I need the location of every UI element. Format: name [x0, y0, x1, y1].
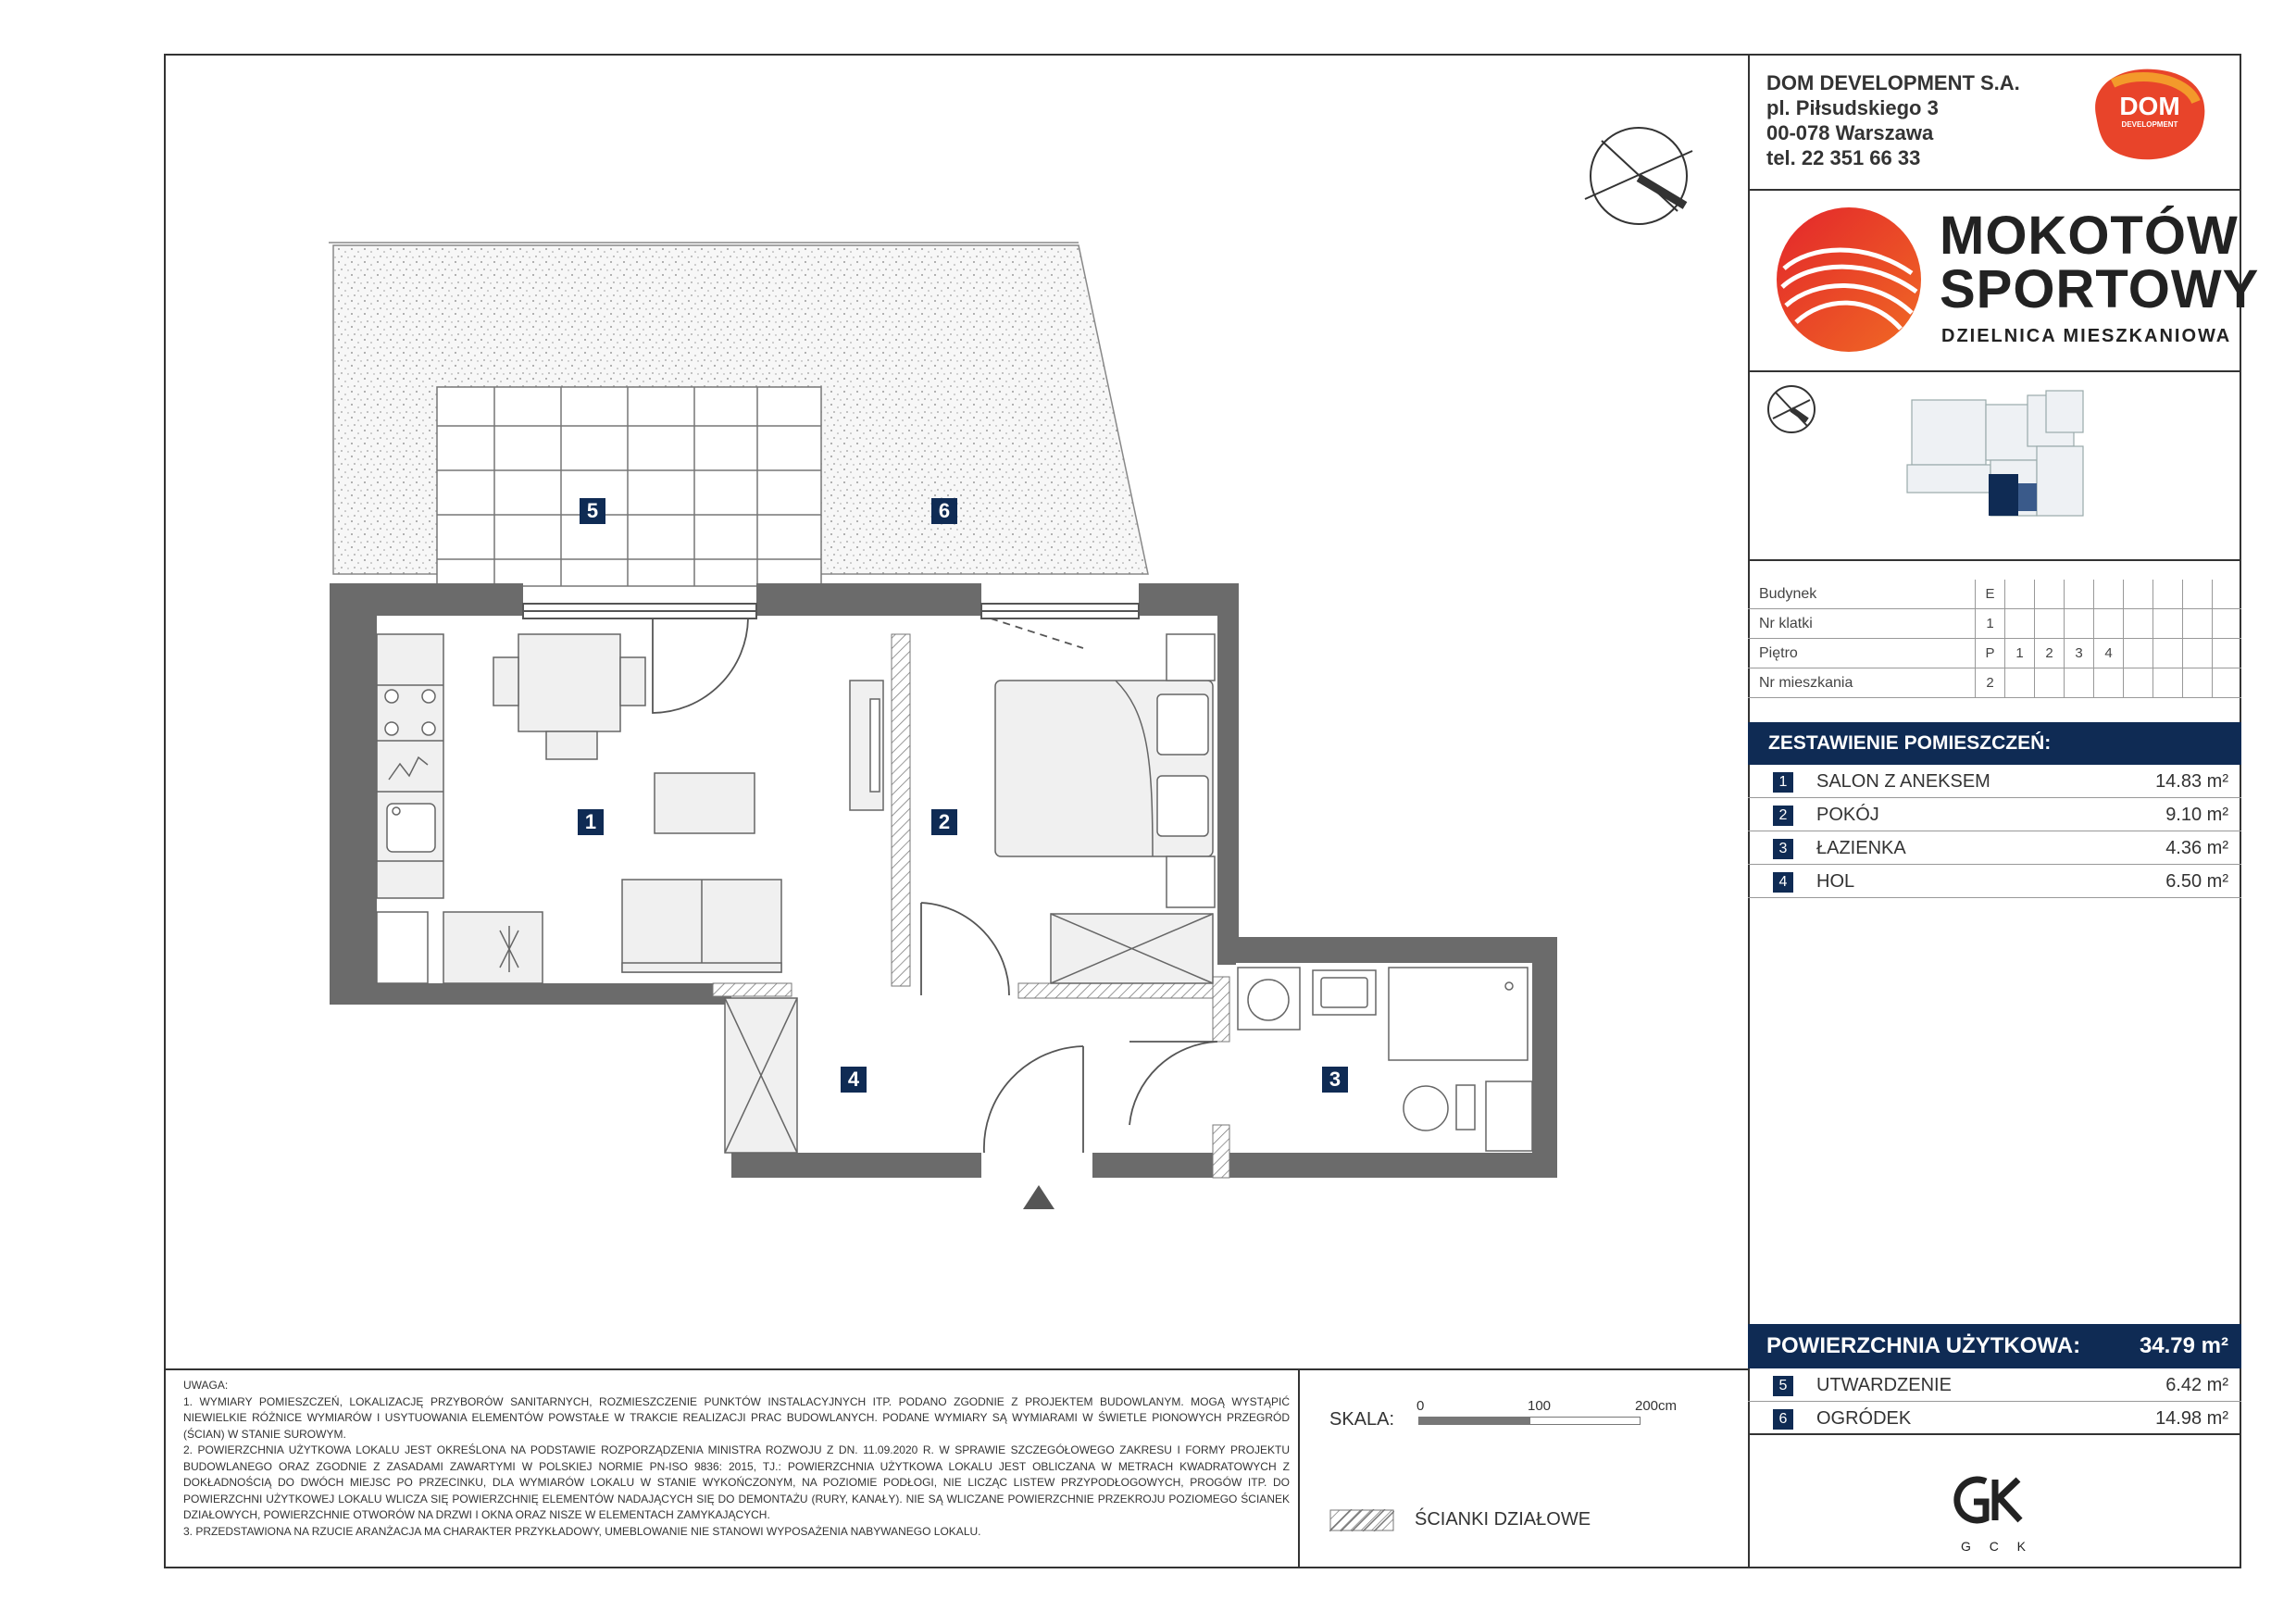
scale-bar [1418, 1417, 1529, 1425]
info-row-cell [2182, 580, 2212, 608]
divider [1748, 1433, 2241, 1435]
terrace-tiles [437, 387, 821, 586]
info-row-cell [2152, 668, 2182, 697]
notes-top-border [164, 1368, 1748, 1370]
scale-tick-200: 200cm [1635, 1398, 1678, 1414]
info-row-cell [2093, 580, 2123, 608]
room-row [1748, 831, 2241, 865]
compass-icon [1585, 128, 1692, 224]
info-row-cell [2212, 639, 2241, 668]
company-name: DOM DEVELOPMENT S.A. [1766, 71, 2020, 94]
note-2: 2. POWIERZCHNIA UŻYTKOWA LOKALU JEST OKREŚLONA NA PODSTAWIE ROZPORZĄDZENIA MINISTRA ROZWOJU Z DN. 11.09.2020 R. W SPRAWIE SZCZEGÓŁOWEGO ZAKRESU I FORMY PROJEKTU BUDOWLANEGO ORAZ ZGODNIE Z ZASADAMI ZAWARTYMI W POLSKIEJ NORMIE PN-ISO 9836: 2015, TJ.: POWIERZCHNIA UŻYTKOWA LOKALU JEST OBLICZANA W METRACH KWADRATOWYCH Z DOKŁADNOŚCIĄ DO DWÓCH MIEJSC PO PRZECINKU, DLA WYMIARÓW LOKALU W STANIE WYKOŃCZONYM, NA POZIOMIE PODŁOGI, NIE LICZĄC LISTEW PRZYPODŁOGOWYCH, PROGÓW ITP. DO POWIERZCHNI UŻYTKOWEJ LOKALU WLICZA SIĘ POWIERZCHNIĘ ELEMENTÓW NADAJĄCYCH SIĘ DO DEMONTAŻU (RURY, KANAŁY). NIE SĄ WLICZANE POWIERZCHNIE PRZEKROJU POZIOMEGO ŚCIANEK DZIAŁOWYCH, POWIERZCHNIE OTWORÓW NA DRZWI I OKNA ORAZ NISZE W ELEMENTACH ZAMYKAJĄCYCH. [183, 1443, 1290, 1521]
info-row-cell [2123, 580, 2152, 608]
compass-small-icon [1768, 386, 1815, 432]
hall-wardrobe [725, 998, 797, 1153]
info-row [1748, 639, 2241, 668]
total-area-label: POWIERZCHNIA UŻYTKOWA: [1766, 1333, 2081, 1358]
info-row-cell [2064, 609, 2093, 638]
gck-logo [1944, 1472, 2046, 1537]
room-row-area: 6.50 m² [2165, 871, 2228, 892]
info-row-cell [2123, 668, 2152, 697]
project-subtitle: DZIELNICA MIESZKANIOWA [1941, 326, 2232, 346]
extra-row-name: OGRÓDEK [1816, 1408, 1912, 1429]
info-row-cell: 3 [2064, 639, 2093, 668]
rooms-list [1748, 765, 2241, 898]
total-area-value: 34.79 m² [2139, 1333, 2228, 1358]
room-row-area: 4.36 m² [2165, 838, 2228, 858]
divider [1748, 189, 2241, 191]
room-badge-1: 1 [578, 809, 604, 835]
notes-title: UWAGA: [183, 1379, 229, 1392]
room-row [1748, 865, 2241, 898]
info-row-cell [2034, 609, 2064, 638]
partition-legend-label: ŚCIANKI DZIAŁOWE [1415, 1509, 1591, 1530]
project-title-1: MOKOTÓW [1940, 206, 2239, 266]
note-1: 1. WYMIARY POMIESZCZEŃ, LOKALIZACJĘ PRZYBORÓW SANITARNYCH, ROZMIESZCZENIE PUNKTÓW INSTALACYJNYCH ITP. PODANO ZGODNIE Z PROJEKTEM BUDOWLANYM. MOGĄ WYSTĄPIĆ NIEWIELKIE RÓŻNICE WYMIARÓW I USYTUOWANIA ELEMENTÓW POWSTAŁE W TRAKCIE REALIZACJI PRAC BUDOWLANYCH. PODANE WYMIARY SĄ WYMIARAMI W ŚWIETLE PIONOWYCH PRZEGRÓD (ŚCIAN) W STANIE SUROWYM. [183, 1394, 1290, 1441]
info-row-cell [2182, 668, 2212, 697]
room-badge-3: 3 [1322, 1067, 1348, 1093]
extra-row-number: 6 [1773, 1409, 1793, 1430]
info-row-cell [2064, 668, 2093, 697]
info-row-cell: E [1975, 580, 2004, 608]
info-row-cell [2093, 668, 2123, 697]
room-row-name: SALON Z ANEKSEM [1816, 771, 1990, 792]
company-address1: pl. Piłsudskiego 3 [1766, 96, 1939, 119]
info-row-label: Nr klatki [1759, 616, 1813, 631]
info-row-label: Piętro [1759, 645, 1798, 661]
scale-bar [1529, 1417, 1641, 1425]
info-rows [1748, 580, 2241, 698]
info-row [1748, 580, 2241, 609]
room-badge-5: 5 [580, 498, 605, 524]
info-row [1748, 609, 2241, 639]
info-row-label: Budynek [1759, 586, 1817, 602]
info-row-cell [2004, 668, 2034, 697]
room-row-number: 1 [1773, 772, 1793, 793]
extras-list [1748, 1368, 2241, 1435]
info-row-cell: 4 [2093, 639, 2123, 668]
project-title [1940, 206, 2260, 319]
room-row [1748, 765, 2241, 798]
mokotow-sportowy-logo [1773, 204, 1926, 356]
info-row [1748, 668, 2241, 698]
scale-tick-0: 0 [1416, 1398, 1425, 1414]
info-row-cell: 2 [2034, 639, 2064, 668]
entrance-marker [1023, 1185, 1054, 1209]
info-grid [1748, 559, 2241, 561]
extra-row-number: 5 [1773, 1376, 1793, 1396]
info-row-cell [2152, 639, 2182, 668]
scale-label: SKALA: [1329, 1409, 1395, 1430]
info-row-cell [2182, 639, 2212, 668]
info-row-cell [2212, 580, 2241, 608]
info-row-label: Nr mieszkania [1759, 675, 1853, 691]
room-badge-4: 4 [841, 1067, 867, 1093]
extra-row-area: 14.98 m² [2155, 1408, 2228, 1429]
info-row-cell [2212, 668, 2241, 697]
company-phone: tel. 22 351 66 33 [1766, 146, 1921, 169]
note-3: 3. PRZEDSTAWIONA NA RZUCIE ARANŻACJA MA CHARAKTER PRZYKŁADOWY, UMEBLOWANIE NIE STANOWI WYPOSAŻENIA NABYWANEGO LOKALU. [183, 1524, 981, 1538]
room-row-name: POKÓJ [1816, 805, 1879, 825]
extra-row-name: UTWARDZENIE [1816, 1375, 1952, 1395]
room-row-name: ŁAZIENKA [1816, 838, 1906, 858]
scale-tick-100: 100 [1528, 1398, 1552, 1414]
info-row-cell: P [1975, 639, 2004, 668]
info-row-cell [2182, 609, 2212, 638]
extra-row [1748, 1368, 2241, 1402]
key-plan [1750, 372, 2240, 557]
info-row-cell [2004, 580, 2034, 608]
info-row-cell [2034, 580, 2064, 608]
notes-block [183, 1378, 1290, 1540]
info-row-cell: 2 [1975, 668, 2004, 697]
room-badge-6: 6 [931, 498, 957, 524]
room-row-number: 4 [1773, 872, 1793, 893]
room-row-number: 2 [1773, 806, 1793, 826]
gck-letters: G C K [1961, 1539, 2029, 1554]
extra-row-area: 6.42 m² [2165, 1375, 2228, 1395]
info-row-cell [2123, 639, 2152, 668]
info-row-cell: 1 [2004, 639, 2034, 668]
project-title-2: SPORTOWY [1940, 259, 2260, 319]
info-row-cell [2152, 580, 2182, 608]
partition-legend-swatch [1329, 1509, 1394, 1531]
info-row-cell [2034, 668, 2064, 697]
room-row [1748, 798, 2241, 831]
info-row-cell [2064, 580, 2093, 608]
company-address2: 00-078 Warszawa [1766, 121, 1934, 144]
room-badge-2: 2 [931, 809, 957, 835]
company-block [1766, 70, 2063, 170]
extra-row [1748, 1402, 2241, 1435]
dom-logo-text: DOM DEVELOPMENT [2119, 92, 2180, 129]
info-row-cell [2004, 609, 2034, 638]
room-row-name: HOL [1816, 871, 1855, 892]
room-row-number: 3 [1773, 839, 1793, 859]
info-row-cell [2093, 609, 2123, 638]
notes-divider [1298, 1368, 1300, 1568]
info-row-cell [2212, 609, 2241, 638]
room-row-area: 14.83 m² [2155, 771, 2228, 792]
rooms-header: ZESTAWIENIE POMIESZCZEŃ: [1748, 722, 2241, 765]
info-row-cell: 1 [1975, 609, 2004, 638]
info-row-cell [2123, 609, 2152, 638]
info-row-cell [2152, 609, 2182, 638]
room-row-area: 9.10 m² [2165, 805, 2228, 825]
total-area-bar [1748, 1324, 2241, 1368]
